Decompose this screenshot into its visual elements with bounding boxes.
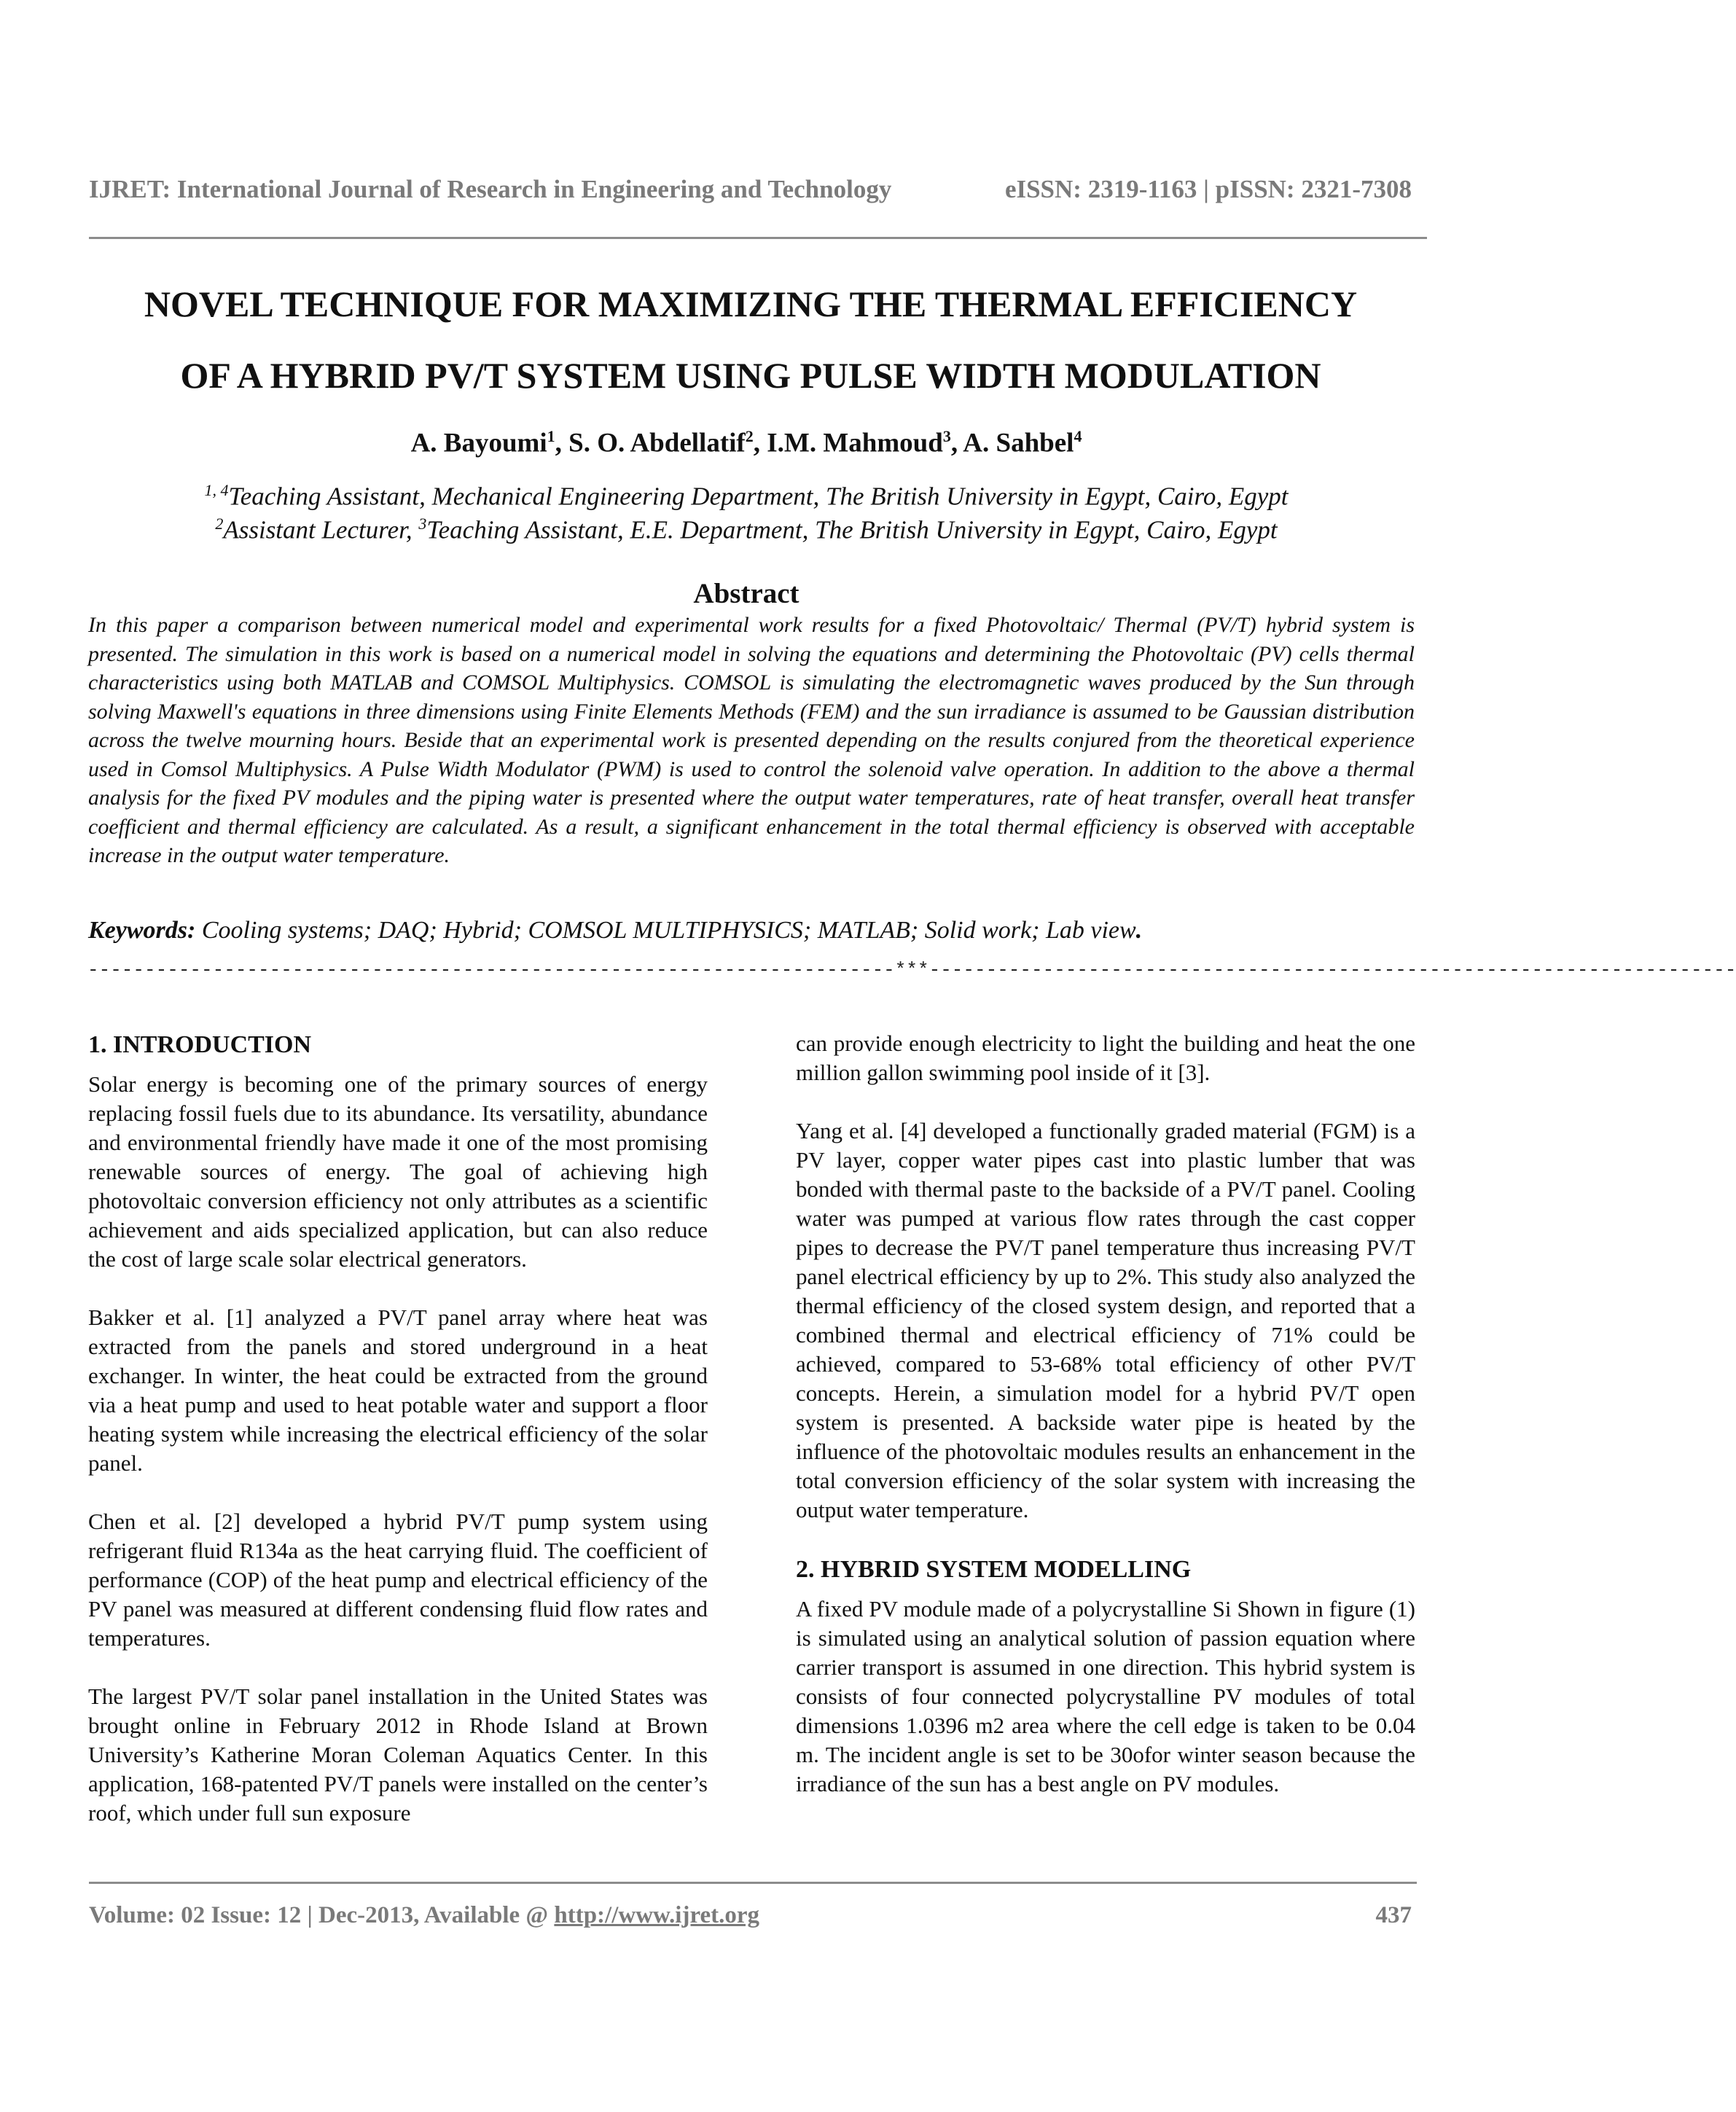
page-number: 437: [1375, 1902, 1412, 1928]
author-sup: 2: [745, 427, 754, 445]
author-name: A. Bayoumi: [410, 428, 547, 458]
issn-info: eISSN: 2319-1163 | pISSN: 2321-7308: [1004, 175, 1412, 203]
affiliation-sup: 2: [215, 515, 224, 533]
affiliation-text: Assistant Lecturer,: [223, 515, 419, 544]
author-list: A. Bayoumi$^1$, S. O. Abdellatif$^2$, I.M. Mahmoud$^3$, A. Sahbel$^4$: [410, 427, 1082, 458]
paragraph: Yang et al. [4] developed a functionally graded material (FGM) is a PV layer, copper water pipes cast into plastic lumber that was bonded with thermal paste to the backside of a PV/T panel. Cooling water was pumped at various flow rates through the cast copper pipes to decrease the PV/T panel temperature thus increasing PV/T panel electrical efficiency by up to 2%. This study also analyzed the thermal efficiency of the closed system design, and reported that a combined thermal and electrical efficiency of 71% could be achieved, compared to 53-68% total efficiency of other PV/T concepts. Herein, a simulation model for a hybrid PV/T open system is presented. A backside water pipe is heated by the influence of the photovoltaic modules results an enhancement in the total conversion efficiency of the solar system with increasing the output water temperature.: [796, 1118, 1415, 1522]
footer-text: Volume: 02 Issue: 12 | Dec-2013, Available @: [89, 1902, 555, 1928]
journal-name: IJRET: International Journal of Research in Engineering and Technology: [89, 175, 892, 203]
journal-link[interactable]: http://www.ijret.org: [554, 1902, 760, 1928]
left-column: [88, 1029, 708, 1857]
paragraph: Solar energy is becoming one of the primary sources of energy replacing fossil fuels due to its abundance. Its versatility, abundance and environmental friendly have made it one of the most promising renewable sources of energy. The goal of achieving high photovoltaic conversion efficiency not only attributes as a scientific achievement and aids specialized application, but can also reduce the cost of large scale solar electrical generators.: [88, 1071, 708, 1272]
author-sup: 3: [942, 427, 951, 445]
affiliation-text: Teaching Assistant, Mechanical Engineering Department, The British University in Egypt, Cairo, Egypt: [228, 482, 1289, 511]
keywords-end: .: [1135, 917, 1143, 944]
keywords-text: Cooling systems; DAQ; Hybrid; COMSOL MULTIPHYSICS; MATLAB; Solid work; Lab view: [195, 917, 1136, 944]
affiliation-2: [0, 515, 1493, 545]
abstract-heading: Abstract: [693, 578, 799, 609]
footer-volume-info: [89, 1902, 759, 1929]
paper-title: [44, 268, 1458, 411]
paragraph: A fixed PV module made of a polycrystalline Si Shown in figure (1) is simulated using an analytical solution of passion equation where carrier transport is assumed in one direction. This hybrid system is consists of four connected polycrystalline PV modules of total dimensions 1.0396 m2 area where the cell edge is taken to be 0.04 m. The incident angle is set to be 30ofor winter season because the irradiance of the sun has a best angle on PV modules.: [796, 1596, 1415, 1796]
author-name: I.M. Mahmoud: [767, 428, 943, 458]
right-column: [796, 1029, 1415, 1828]
affiliation-sup: 1, 4: [204, 481, 229, 499]
affiliation-text: Teaching Assistant, E.E. Department, The British University in Egypt, Cairo, Egypt: [426, 515, 1278, 544]
header-rule: [89, 237, 1427, 239]
affiliation-1: [0, 481, 1493, 512]
affiliation-sup: 3: [418, 515, 427, 533]
section-heading-introduction: 1. INTRODUCTION: [88, 1031, 312, 1058]
section-heading-modelling: 2. HYBRID SYSTEM MODELLING: [796, 1556, 1192, 1583]
paragraph: Bakker et al. [1] analyzed a PV/T panel array where heat was extracted from the panels and stored underground in a heat exchanger. In winter, the heat could be extracted from the ground via a heat pump and used to heat potable water and support a floor heating system while increasing the electrical efficiency of the solar panel.: [88, 1305, 708, 1476]
footer-rule: [89, 1882, 1417, 1884]
paragraph: Chen et al. [2] developed a hybrid PV/T pump system using refrigerant fluid R134a as the heat carrying fluid. The coefficient of performance (COP) of the heat pump and electrical efficiency of the PV panel was measured at different condensing fluid flow rates and temperatures.: [88, 1509, 708, 1651]
author-sup: 4: [1074, 427, 1082, 445]
author-sup: 1: [547, 427, 555, 445]
author-name: S. O. Abdellatif: [568, 428, 746, 458]
author-name: A. Sahbel: [963, 428, 1074, 458]
section-separator: -----------------------------------------------------------------------***-----------------------------------------------------------------------: [87, 959, 1736, 981]
title-line-1: NOVEL TECHNIQUE FOR MAXIMIZING THE THERMAL EFFICIENCY: [144, 283, 1358, 324]
keywords: [88, 917, 1415, 944]
title-line-2: OF A HYBRID PV/T SYSTEM USING PULSE WIDTH MODULATION: [180, 355, 1321, 396]
paragraph: can provide enough electricity to light the building and heat the one million gallon swimming pool inside of it [3].: [796, 1030, 1415, 1085]
keywords-label: Keywords:: [88, 917, 196, 944]
abstract-body: In this paper a comparison between numerical model and experimental work results for a fixed Photovoltaic/ Thermal (PV/T) hybrid system is presented. The simulation in this work is based on a numerical model in solving the equations and determining the Photovoltaic (PV) cells thermal characteristics using both MATLAB and COMSOL Multiphysics. COMSOL is simulating the electromagnetic waves produced by the Sun through solving Maxwell's equations in three dimensions using Finite Elements Methods (FEM) and the sun irradiance is assumed to be Gaussian distribution across the twelve mourning hours. Beside that an experimental work is presented depending on the results conjured from the theoretical experience used in Comsol Multiphysics. A Pulse Width Modulator (PWM) is used to control the solenoid valve operation. In addition to the above a thermal analysis for the fixed PV modules and the piping water is presented where the output water temperatures, rate of heat transfer, overall heat transfer coefficient and thermal efficiency are calculated. As a result, a significant enhancement in the total thermal efficiency is observed with acceptable increase in the output water temperature.: [88, 613, 1415, 867]
paragraph: The largest PV/T solar panel installation in the United States was brought online in February 2012 in Rhode Island at Brown University’s Katherine Moran Coleman Aquatics Center. In this application, 168-patented PV/T panels were installed on the center’s roof, which under full sun exposure: [88, 1683, 708, 1826]
